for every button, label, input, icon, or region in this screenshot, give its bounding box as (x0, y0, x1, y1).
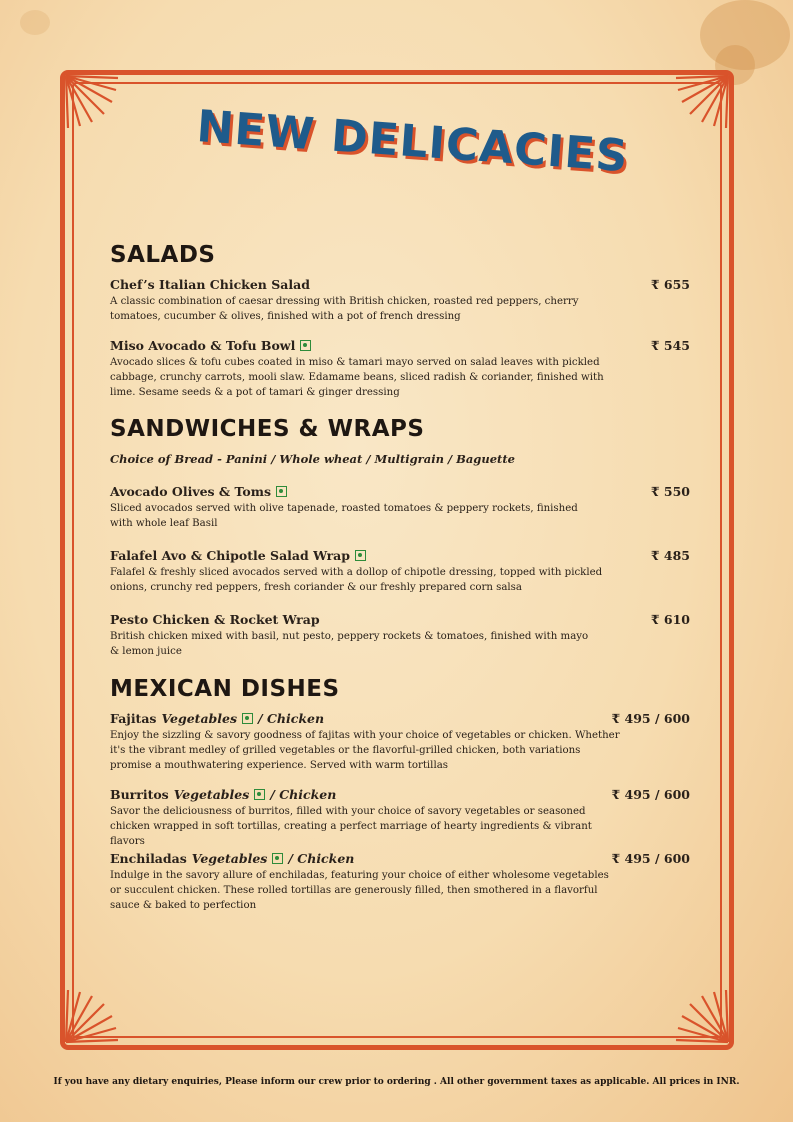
item-description: Sliced avocados served with olive tapenade, roasted tomatoes & peppery rockets, finished with whole leaf Basil (110, 503, 578, 529)
menu-item (110, 851, 690, 913)
item-name: Avocado Olives & Toms (110, 484, 690, 499)
section-heading-salads: SALADS (110, 242, 216, 268)
menu-item (110, 484, 690, 531)
corner-ornament-icon (672, 986, 732, 1046)
veg-mark-icon (272, 853, 283, 864)
item-name: Burritos Vegetables / Chicken (110, 787, 337, 802)
item-name: Miso Avocado & Tofu Bowl (110, 338, 690, 353)
item-description: Avocado slices & tofu cubes coated in miso & tamari mayo served on salad leaves with pickled cabbage, crunchy carrots, mooli slaw. Edamame beans, sliced radish & coriander, finished with lime. Sesame seeds & a pot of tamari & ginger dressing (110, 357, 604, 398)
item-price: ₹ 655 (650, 277, 690, 292)
veg-mark-icon (355, 550, 366, 561)
footer-disclaimer: If you have any dietary enquiries, Please inform our crew prior to ordering . All other government taxes as applicable. All prices in INR. (53, 1077, 740, 1087)
corner-ornament-icon (62, 986, 122, 1046)
menu-item (110, 338, 690, 400)
item-description: Savor the deliciousness of burritos, filled with your choice of savory vegetables or seasoned chicken wrapped in soft tortillas, creating a perfect marriage of hearty ingredients & vibrant flavors (110, 806, 592, 847)
item-description: Indulge in the savory allure of enchiladas, featuring your choice of either wholesome vegetables or succulent chicken. These rolled tortillas are generously filled, then smothered in a flavorful sauce & baked to perfection (110, 870, 609, 911)
item-price: ₹ 485 (650, 548, 690, 563)
section-heading-mexican: MEXICAN DISHES (110, 676, 340, 702)
item-price: ₹ 610 (650, 612, 690, 627)
menu-item (110, 612, 690, 659)
item-description: Enjoy the sizzling & savory goodness of fajitas with your choice of vegetables or chicken. Whether it's the vibrant medley of grilled vegetables or the flavorful-grilled chicken, both variations promise a mouthwatering experience. Served with warm tortillas (110, 730, 620, 771)
item-price: ₹ 550 (650, 484, 690, 499)
item-price: ₹ 495 / 600 (611, 787, 690, 802)
item-description: Falafel & freshly sliced avocados served with a dollop of chipotle dressing, topped with pickled onions, crunchy red peppers, fresh coriander & our freshly prepared corn salsa (110, 567, 603, 593)
item-name: Enchiladas Vegetables / Chicken (110, 851, 355, 866)
veg-mark-icon (300, 340, 311, 351)
item-name: Chef’s Italian Chicken Salad (110, 277, 310, 292)
item-name: Falafel Avo & Chipotle Salad Wrap (110, 548, 690, 563)
corner-ornament-icon (672, 72, 732, 132)
page-title: NEW DELICACIES (195, 101, 631, 183)
item-name: Fajitas Vegetables / Chicken (110, 711, 325, 726)
menu-item (110, 787, 690, 849)
item-description: British chicken mixed with basil, nut pesto, peppery rockets & tomatoes, finished with mayo & lemon juice (110, 631, 589, 657)
veg-mark-icon (254, 789, 265, 800)
item-price: ₹ 495 / 600 (611, 711, 690, 726)
paint-stain (20, 10, 50, 35)
item-price: ₹ 545 (650, 338, 690, 353)
veg-mark-icon (276, 486, 287, 497)
menu-item (110, 711, 690, 773)
menu-item (110, 548, 690, 595)
item-description: A classic combination of caesar dressing with British chicken, roasted red peppers, cherry tomatoes, cucumber & olives, finished with a pot of french dressing (110, 296, 579, 322)
corner-ornament-icon (62, 72, 122, 132)
veg-mark-icon (242, 713, 253, 724)
menu-item (110, 277, 690, 324)
section-heading-sandwiches: SANDWICHES & WRAPS (110, 416, 425, 442)
item-price: ₹ 495 / 600 (611, 851, 690, 866)
bread-choice-note: Choice of Bread - Panini / Whole wheat / Multigrain / Baguette (110, 452, 515, 466)
item-name: Pesto Chicken & Rocket Wrap (110, 612, 320, 627)
